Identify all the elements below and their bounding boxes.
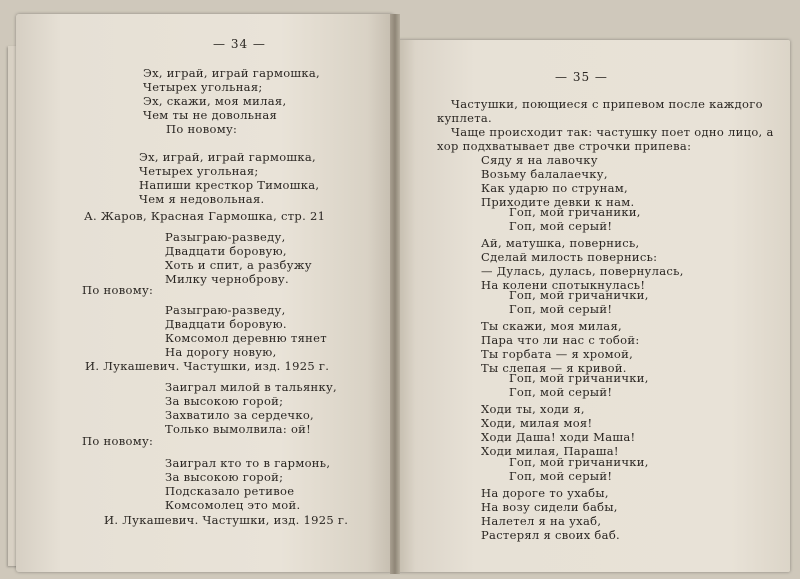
left-stanza-6 bbox=[165, 456, 330, 512]
verse-line: Эх, играй, играй гармошка, bbox=[143, 66, 321, 80]
heading-po-novomu-3: По новому: bbox=[82, 434, 154, 448]
verse-line: Напиши кресткор Тимошка, bbox=[139, 178, 320, 192]
verse-line: На дороге то ухабы, bbox=[481, 486, 609, 500]
verse-line: На дорогу новую, bbox=[165, 345, 277, 359]
heading-po-novomu-1: По новому: bbox=[166, 122, 238, 136]
verse-line: Налетел я на ухаб, bbox=[481, 514, 602, 528]
verse-line: Чем ты не довольная bbox=[143, 108, 278, 122]
verse-line: Пара что ли нас с тобой: bbox=[481, 333, 640, 347]
prose-line: Частушки, поющиеся с припевом после каждого bbox=[451, 97, 763, 111]
verse-line: Разыграю-разведу, bbox=[165, 303, 286, 317]
verse-line: Милку черноброву. bbox=[165, 272, 289, 286]
verse-line: Ай, матушка, повернись, bbox=[481, 236, 640, 250]
right-stanza-1 bbox=[481, 153, 634, 209]
verse-line: Подсказало ретивое bbox=[165, 484, 295, 498]
refrain-3 bbox=[509, 371, 649, 399]
verse-line: Четырех угольная; bbox=[143, 80, 263, 94]
verse-line: Заиграл кто то в гармонь, bbox=[165, 456, 331, 470]
refrain-line: Гоп, мой серый! bbox=[509, 385, 613, 399]
right-stanza-5 bbox=[481, 486, 620, 542]
book-gutter bbox=[390, 14, 400, 574]
verse-line: Растерял я своих баб. bbox=[481, 528, 620, 542]
refrain-line: Гоп, мой гричанички, bbox=[509, 288, 649, 302]
refrain-line: Гоп, мой серый! bbox=[509, 469, 613, 483]
page-number-right: — 35 — bbox=[555, 70, 608, 84]
refrain-line: Гоп, мой гричанички, bbox=[509, 371, 649, 385]
verse-line: Сделай милость повернись: bbox=[481, 250, 658, 264]
verse-line: Возьму балалаечку, bbox=[481, 167, 608, 181]
verse-line: Ты горбата — я хромой, bbox=[481, 347, 634, 361]
refrain-line: Гоп, мой серый! bbox=[509, 302, 613, 316]
left-stanza-5 bbox=[165, 380, 337, 436]
intro-paragraph bbox=[437, 97, 774, 153]
left-stanza-4 bbox=[165, 303, 327, 359]
refrain-line: Гоп, мой гричаники, bbox=[509, 205, 641, 219]
source-citation-3: И. Лукашевич. Частушки, изд. 1925 г. bbox=[104, 513, 349, 527]
verse-line: Чем я недовольная. bbox=[139, 192, 265, 206]
verse-line: Сяду я на лавочку bbox=[481, 153, 598, 167]
verse-line: Эх, скажи, моя милая, bbox=[143, 94, 287, 108]
verse-line: Только вымолвила: ой! bbox=[165, 422, 312, 436]
refrain-1 bbox=[509, 205, 641, 233]
refrain-line: Гоп, мой серый! bbox=[509, 219, 613, 233]
right-stanza-4 bbox=[481, 402, 635, 458]
prose-line: хор подхватывает две строчки припева: bbox=[437, 139, 692, 153]
verse-line: Заиграл милой в тальянку, bbox=[165, 380, 337, 394]
refrain-line: Гоп, мой гричанички, bbox=[509, 455, 649, 469]
refrain-4 bbox=[509, 455, 649, 483]
verse-line: Хоть и спит, а разбужу bbox=[165, 258, 312, 272]
verse-line: Разыграю-разведу, bbox=[165, 230, 286, 244]
verse-line: Двадцати боровую, bbox=[165, 244, 287, 258]
verse-line: За высокою горой; bbox=[165, 470, 284, 484]
source-citation-1: А. Жаров, Красная Гармошка, стр. 21 bbox=[84, 209, 326, 223]
verse-line: Как ударю по струнам, bbox=[481, 181, 628, 195]
verse-line: На колени спотыкнулась! bbox=[481, 278, 646, 292]
left-stanza-2 bbox=[139, 150, 319, 206]
verse-line: Комсомол деревню тянет bbox=[165, 331, 327, 345]
right-stanza-2 bbox=[481, 236, 684, 292]
verse-line: Ходи ты, ходи я, bbox=[481, 402, 585, 416]
verse-line: Двадцати боровую. bbox=[165, 317, 287, 331]
verse-line: За высокою горой; bbox=[165, 394, 284, 408]
page-number-left: — 34 — bbox=[213, 37, 266, 51]
prose-line: куплета. bbox=[437, 111, 493, 125]
verse-line: Ходи, милая моя! bbox=[481, 416, 593, 430]
verse-line: Комсомолец это мой. bbox=[165, 498, 301, 512]
source-citation-2: И. Лукашевич. Частушки, изд. 1925 г. bbox=[85, 359, 330, 373]
left-stanza-1 bbox=[143, 66, 320, 122]
verse-line: На возу сидели бабы, bbox=[481, 500, 618, 514]
left-stanza-3 bbox=[165, 230, 312, 286]
verse-line: Ты слепая — я кривой. bbox=[481, 361, 627, 375]
heading-po-novomu-2: По новому: bbox=[82, 283, 154, 297]
verse-line: Эх, играй, играй гармошка, bbox=[139, 150, 317, 164]
verse-line: Ходи Даша! ходи Маша! bbox=[481, 430, 636, 444]
prose-line: Чаще происходит так: частушку поет одно лицо, а bbox=[451, 125, 774, 139]
verse-line: Ты скажи, моя милая, bbox=[481, 319, 622, 333]
verse-line: Ходи милая, Параша! bbox=[481, 444, 619, 458]
right-stanza-3 bbox=[481, 319, 640, 375]
verse-line: — Дулась, дулась, повернулась, bbox=[481, 264, 684, 278]
verse-line: Четырех угольная; bbox=[139, 164, 259, 178]
verse-line: Приходите девки к нам. bbox=[481, 195, 635, 209]
refrain-2 bbox=[509, 288, 649, 316]
verse-line: Захватило за сердечко, bbox=[165, 408, 314, 422]
